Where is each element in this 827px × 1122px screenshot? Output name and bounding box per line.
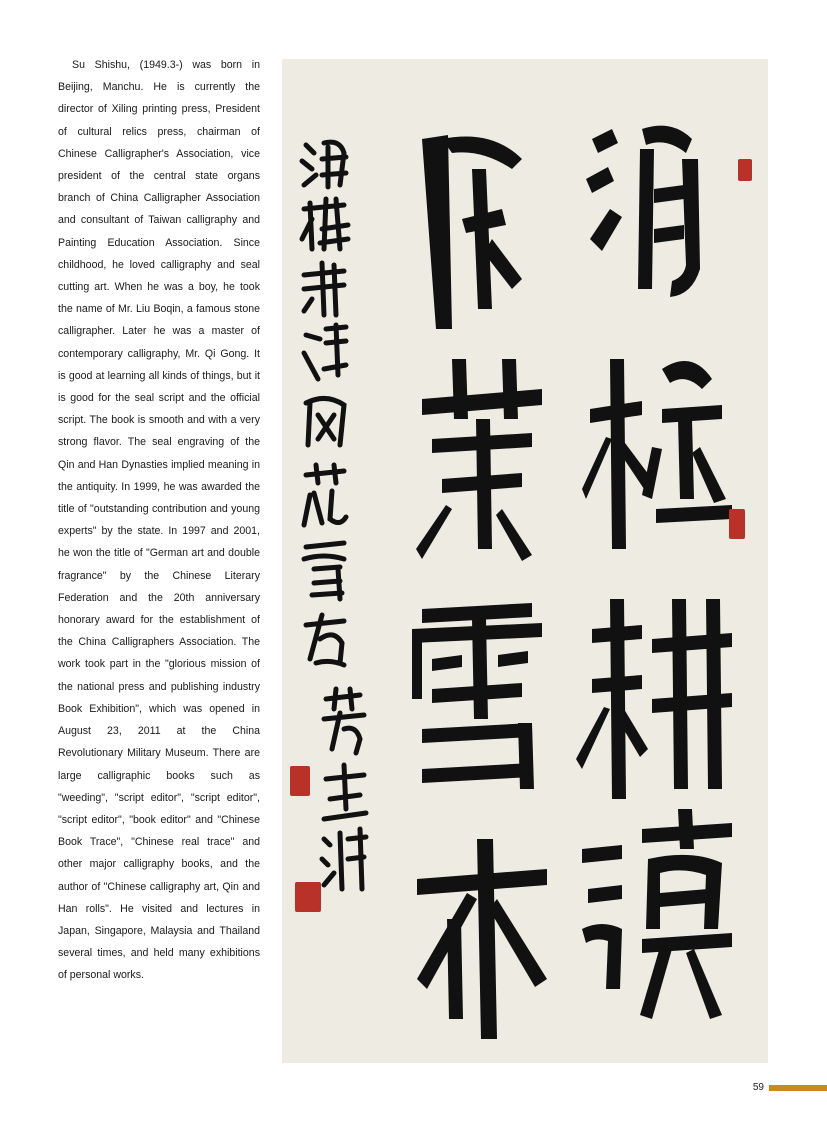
artist-biography: Su Shishu, (1949.3-) was born in Beijing, Manchu. He is currently the director of Xiling printing press, President of cultural relics press, chairman of Chinese Calligrapher's Association, vice president of the central state organs branch of China Calligrapher Association and consultant of Taiwan calligraphy and Painting Education Association. Since childhood, he loved calligraphy and seal cutting art. When he was a boy, he took the name of Mr. Liu Boqin, a famous stone calligrapher. Later he was a master of contemporary calligraphy, Mr. Qi Gong. It is good at learning all kinds of things, but it is good for the seal script and the official script. The book is smooth and with a very strong flavor. The seal engraving of the Qin and Han Dynasties implied meaning in the antiquity. In 1999, he was awarded the title of "outstanding contribution and young experts" by the state. In 1997 and 2001, he won the title of "German art and double fragrance" by the Chinese Literary Federation and the 20th anniversary honorary award for the establishment of the China Calligraphers Association. The work took part in the "glorious mission of the national press and publishing industry Book Exhibition", which was opened in August 23, 2011 at the China Revolutionary Military Museum. There are large calligraphic books such as "weeding", "script editor", "script editor", "script editor", "book editor" and "Chinese Book Trace", "Chinese real trace" and other major calligraphy books, and the author of "Chinese calligraphy art, Qin and Han rolls". He visited and lectures in Japan, Singapore, Malaysia and Thailand several times, and held many exhibitions of personal works. bbox=[58, 59, 260, 982]
calligraphy-image bbox=[282, 59, 768, 1063]
seal-bottom-left bbox=[295, 882, 321, 912]
seal-middle-right bbox=[729, 509, 745, 539]
inscription-column bbox=[302, 142, 348, 665]
page-number: 59 bbox=[752, 1082, 764, 1093]
signature bbox=[322, 689, 366, 889]
calligraphy-artwork bbox=[282, 59, 768, 1063]
seal-left-middle bbox=[290, 766, 310, 796]
seal-top-right bbox=[738, 159, 752, 181]
page-accent-bar bbox=[769, 1085, 827, 1091]
main-column-right bbox=[576, 126, 732, 1019]
main-column-left bbox=[412, 135, 547, 1039]
